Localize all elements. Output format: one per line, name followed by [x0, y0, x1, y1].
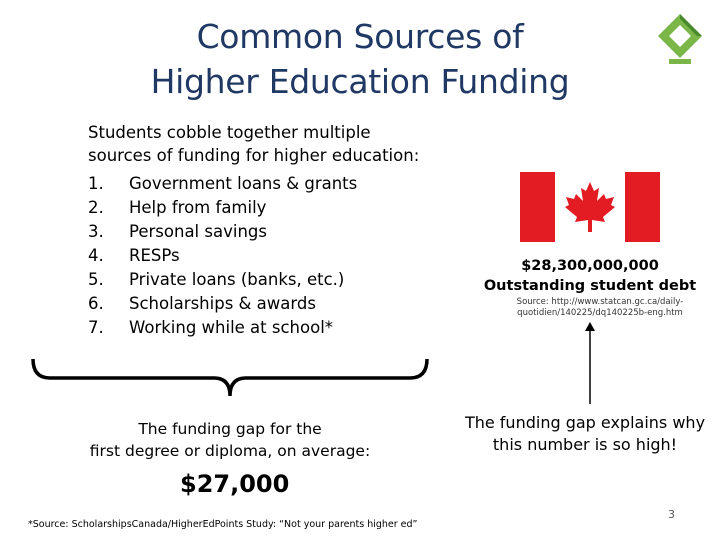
funding-gap-explanation [460, 412, 710, 456]
item-number: 7. [88, 318, 104, 337]
debt-amount: $28,300,000,000 [521, 258, 659, 274]
debt-label: Outstanding student debt [483, 278, 697, 294]
list-item [88, 196, 357, 220]
title-line-1: Common Sources of [196, 17, 524, 56]
student-debt-figure [470, 256, 710, 296]
explain-line-2: this number is so high! [492, 435, 678, 454]
list-item [88, 244, 357, 268]
bracket-icon [30, 356, 430, 400]
item-number: 6. [88, 294, 104, 313]
item-number: 4. [88, 246, 104, 265]
list-item [88, 316, 357, 340]
item-number: 2. [88, 198, 104, 217]
item-label: Working while at school* [129, 318, 334, 337]
list-item [88, 172, 357, 196]
footer-source: *Source: ScholarshipsCanada/HigherEdPoints Study: “Not your parents higher ed” [28, 519, 418, 530]
item-label: Government loans & grants [129, 174, 358, 193]
diamond-logo-icon [655, 12, 705, 66]
item-number: 1. [88, 174, 104, 193]
list-item [88, 268, 357, 292]
list-item [88, 292, 357, 316]
item-label: RESPs [129, 246, 180, 265]
canada-flag-icon [520, 172, 660, 242]
funding-gap-amount: $27,000 [180, 470, 290, 498]
item-label: Scholarships & awards [129, 294, 316, 313]
item-label: Personal savings [129, 222, 267, 241]
item-label: Private loans (banks, etc.) [129, 270, 345, 289]
list-item [88, 220, 357, 244]
slide-title [100, 14, 620, 104]
gap-line-1: The funding gap for the [138, 420, 322, 438]
funding-sources-list [88, 172, 357, 340]
page-number: 3 [668, 508, 675, 521]
title-line-2: Higher Education Funding [150, 62, 570, 101]
item-label: Help from family [129, 198, 267, 217]
up-arrow-icon [580, 322, 600, 404]
statcan-source-note: Source: http://www.statcan.gc.ca/daily-quotidien/140225/dq140225b-eng.htm [516, 297, 684, 318]
item-number: 5. [88, 270, 104, 289]
explain-line-1: The funding gap explains why [464, 413, 706, 432]
funding-gap-text [70, 418, 390, 462]
item-number: 3. [88, 222, 104, 241]
gap-line-2: first degree or diploma, on average: [89, 442, 371, 460]
intro-text: Students cobble together multiple sources of funding for higher education: [88, 123, 420, 165]
